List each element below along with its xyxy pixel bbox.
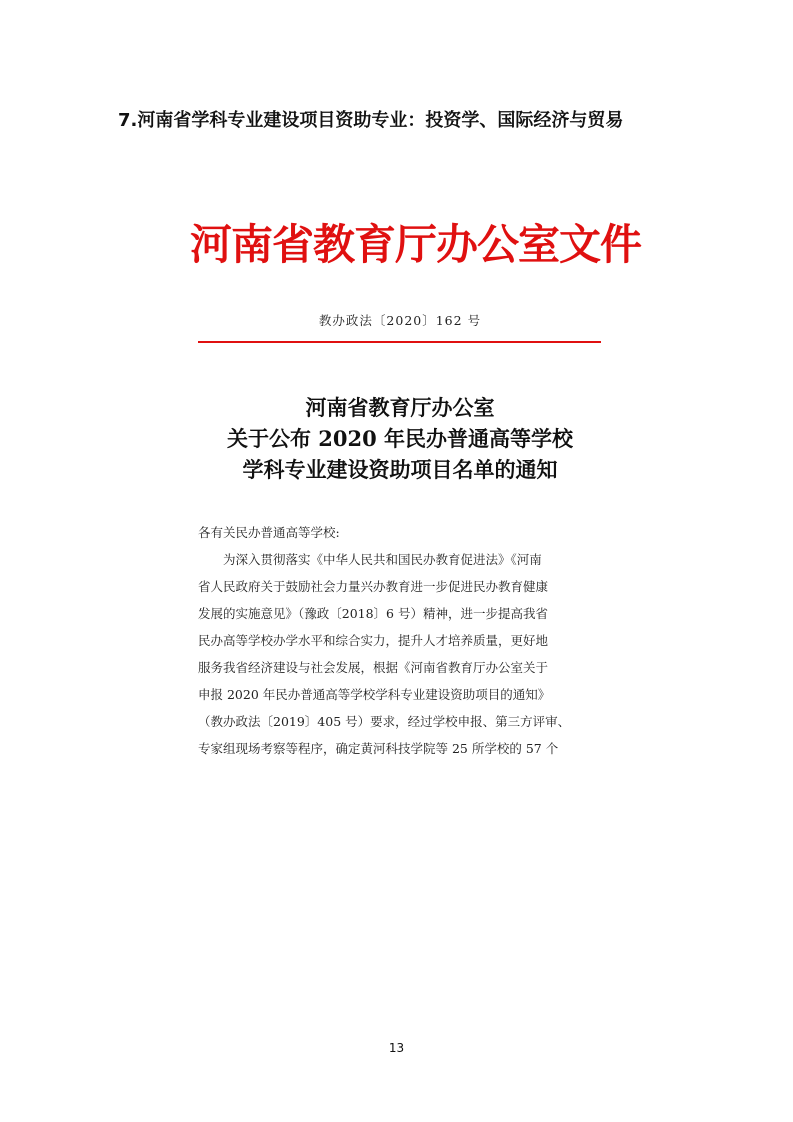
- document-title-line: 关于公布 2020 年民办普通高等学校: [226, 426, 574, 451]
- body-line: 省人民政府关于鼓励社会力量兴办教育进一步促进民办教育健康: [198, 579, 549, 594]
- body-line: 民办高等学校办学水平和综合实力，提升人才培养质量，更好地: [198, 633, 549, 648]
- body-line: 服务我省经济建设与社会发展，根据《河南省教育厅办公室关于: [198, 660, 549, 675]
- document-title-line: 学科专业建设资助项目名单的通知: [242, 457, 558, 482]
- page-heading: 7.河南省学科专业建设项目资助专业：投资学、国际经济与贸易: [118, 110, 624, 131]
- body-line: 申报 2020 年民办普通高等学校学科专业建设资助项目的通知》: [198, 687, 551, 702]
- page-number: 13: [388, 1041, 405, 1055]
- document-body: [198, 519, 608, 762]
- body-line: （教办政法〔2019〕405 号）要求，经过学校申报、第三方评审、: [198, 714, 571, 729]
- body-line: 发展的实施意见》（豫政〔2018〕6 号）精神，进一步提高我省: [198, 606, 548, 621]
- body-line: 专家组现场考察等程序，确定黄河科技学院等 25 所学校的 57 个: [198, 741, 559, 756]
- salutation: 各有关民办普通高等学校:: [198, 525, 340, 540]
- document-title-line: 河南省教育厅办公室: [305, 395, 495, 420]
- document-title: [190, 392, 610, 485]
- body-line: 为深入贯彻落实《中华人民共和国民办教育促进法》《河南: [223, 552, 542, 567]
- document-scan: [190, 170, 642, 790]
- document-number: 教办政法〔2020〕162 号: [318, 313, 482, 328]
- document-header-title: 河南省教育厅办公室文件: [190, 220, 642, 269]
- red-divider-line: [198, 341, 601, 343]
